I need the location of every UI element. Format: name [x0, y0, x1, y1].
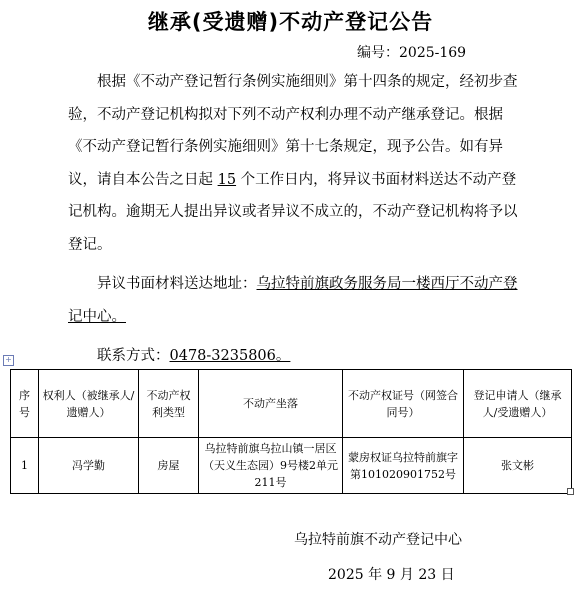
cell-right-holder: 冯学勤 — [39, 438, 139, 494]
table-resize-handle[interactable] — [567, 488, 574, 495]
table-row — [11, 438, 572, 494]
header-certificate-number: 不动产权证号（网签合同号） — [343, 370, 464, 438]
cell-seq: 1 — [11, 438, 39, 494]
contact-paragraph — [68, 340, 520, 373]
notice-body-paragraph — [68, 66, 520, 262]
objection-address-value: 乌拉特前旗政务服务局一楼西厅不动产登记中心。 — [68, 276, 518, 325]
cell-applicant: 张文彬 — [464, 438, 572, 494]
notice-body-text-1: 根据《不动产登记暂行条例实施细则》第十四条的规定，经初步查验，不动产登记机构拟对下列不动产权利办理不动产继承登记。根据《不动产登记暂行条例实施细则》第十七条规定，现予公告。如有异议，请自本公告之日起 — [68, 74, 518, 188]
cell-certificate-number: 蒙房权证乌拉特前旗字第101020901752号 — [343, 438, 464, 494]
cell-right-type: 房屋 — [139, 438, 199, 494]
contact-label: 联系方式： — [97, 348, 170, 364]
header-seq: 序号 — [11, 370, 39, 438]
contact-phone: 0478-3235806。 — [169, 348, 291, 364]
document-number: 编号：2025-169 — [357, 45, 467, 61]
objection-address-label: 异议书面材料送达地址： — [97, 276, 257, 292]
registration-table — [10, 369, 572, 494]
header-right-holder: 权利人（被继承人/遗赠人） — [39, 370, 139, 438]
issue-date: 2025 年 9 月 23 日 — [328, 567, 455, 583]
table-header-row — [11, 370, 572, 438]
header-right-type: 不动产权利类型 — [139, 370, 199, 438]
objection-address-paragraph — [68, 268, 520, 333]
issuing-organization: 乌拉特前旗不动产登记中心 — [294, 532, 462, 548]
header-location: 不动产坐落 — [199, 370, 343, 438]
notice-body-text-2: 个工作日内，将异议书面材料送达不动产登记机构。逾期无人提出异议或者异议不成立的，不动产登记机构将予以登记。 — [68, 171, 518, 253]
cell-location: 乌拉特前旗乌拉山镇一居区（天义生态园）9号楼2单元211号 — [199, 438, 343, 494]
table-move-handle-icon[interactable]: + — [3, 355, 14, 366]
notice-title: 继承(受遗赠)不动产登记公告 — [147, 10, 434, 34]
objection-days: 15 — [217, 171, 237, 188]
header-applicant: 登记申请人（继承人/受遗赠人） — [464, 370, 572, 438]
